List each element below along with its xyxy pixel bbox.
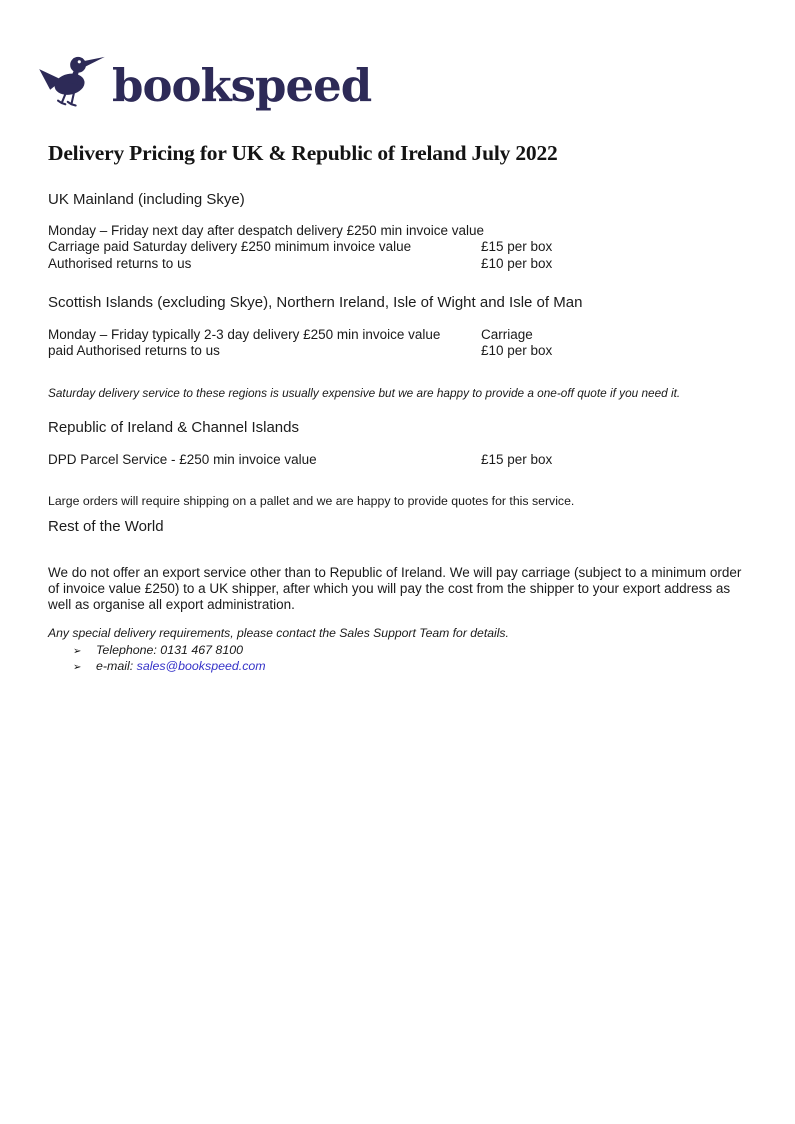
service-description: Carriage paid Saturday delivery £250 minimum invoice value <box>48 239 412 255</box>
table-row <box>48 327 755 343</box>
table-row <box>48 223 755 239</box>
list-item-telephone <box>48 643 266 659</box>
heading-uk-mainland: UK Mainland (including Skye) <box>48 191 245 208</box>
heading-scottish-islands: Scottish Islands (excluding Skye), Northern Ireland, Isle of Wight and Isle of Man <box>48 294 583 311</box>
heading-rest-of-world: Rest of the World <box>48 518 164 535</box>
price-value: Carriage <box>481 327 533 342</box>
service-description: DPD Parcel Service - £250 min invoice value <box>48 452 317 467</box>
roi-pricing-table <box>48 452 755 468</box>
brand-wordmark: bookspeed <box>112 59 372 112</box>
price-value: £10 per box <box>481 255 553 271</box>
email-label: e-mail: <box>96 659 137 674</box>
pallet-shipping-note: Large orders will require shipping on a pallet and we are happy to provide quotes for this service. <box>48 494 575 509</box>
table-row <box>48 452 755 468</box>
table-row <box>48 256 755 272</box>
heading-republic-of-ireland: Republic of Ireland & Channel Islands <box>48 419 299 436</box>
page-title: Delivery Pricing for UK & Republic of Ireland July 2022 <box>48 141 558 165</box>
price-value: £10 per box <box>481 343 553 359</box>
contact-list <box>48 643 266 675</box>
logo <box>38 48 371 112</box>
price-value: £15 per box <box>481 239 553 255</box>
uk-mainland-pricing-table <box>48 223 755 272</box>
table-row <box>48 239 755 255</box>
arrowhead-bullet-icon: ➢ <box>73 662 82 674</box>
bird-icon <box>38 48 106 112</box>
saturday-delivery-note: Saturday delivery service to these regions is usually expensive but we are happy to provide a one-off quote if you need it. <box>48 385 681 400</box>
arrowhead-bullet-icon: ➢ <box>73 646 82 657</box>
service-description: paid Authorised returns to us <box>48 343 220 359</box>
rest-of-world-paragraph: We do not offer an export service other than to Republic of Ireland. We will pay carriage (subject to a minimum order of invoice value £250) to a UK shipper, after which you will pay the cost from the shipper to your export address as well as organise all export administration. <box>48 564 742 612</box>
special-requirements-note: Any special delivery requirements, please contact the Sales Support Team for details. <box>48 626 509 641</box>
table-row <box>48 343 755 359</box>
email-link[interactable]: sales@bookspeed.com <box>136 659 266 674</box>
service-description: Monday – Friday typically 2-3 day delivery £250 min invoice value <box>48 327 441 342</box>
telephone-text: Telephone: 0131 467 8100 <box>96 643 243 657</box>
list-item-email <box>48 659 266 675</box>
price-value: £15 per box <box>481 452 553 467</box>
service-description: Monday – Friday next day after despatch delivery £250 min invoice value <box>48 223 484 238</box>
scottish-islands-pricing-table <box>48 327 755 360</box>
service-description: Authorised returns to us <box>48 255 192 271</box>
